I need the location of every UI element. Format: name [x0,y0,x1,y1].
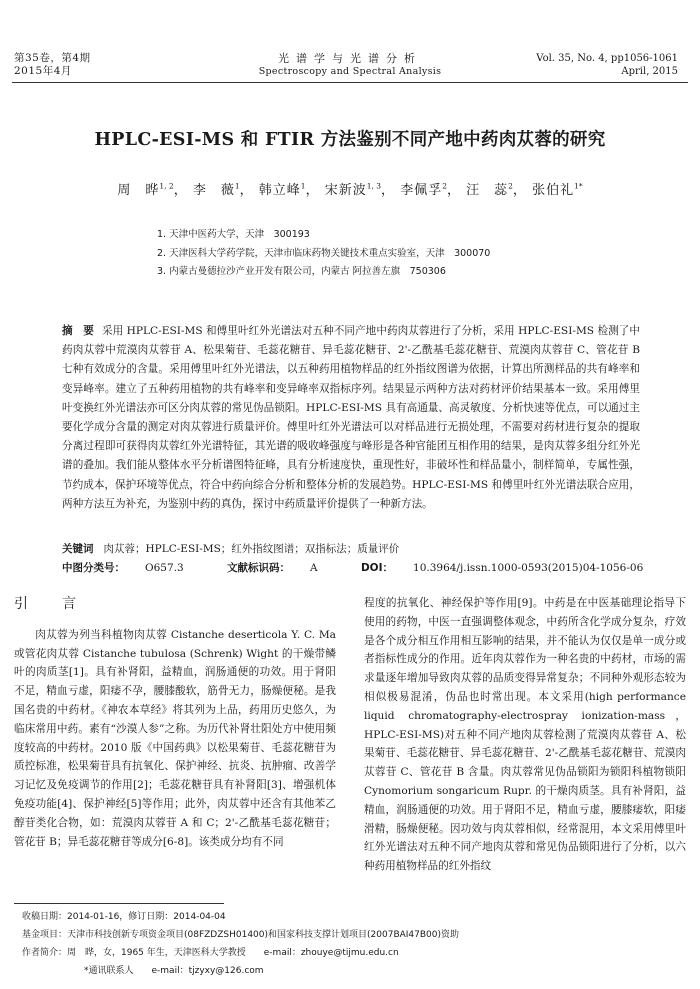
keywords-label: 关键词 [62,543,94,555]
author-name: 张伯礼 [532,183,575,198]
volume-issue: 第35卷，第4期 [14,52,91,64]
journal-name-cn: 光谱学与光谱分析 [278,52,422,65]
author-aff: 1 [234,181,240,191]
affiliation: 1. 天津中医药大学，天津 300193 [157,229,310,240]
author-name: 汪 蕊 [466,183,509,198]
footnote-divider [14,903,224,904]
clc-label: 中图分类号： [62,561,125,574]
keywords-text: 肉苁蓉；HPLC-ESI-MS；红外指纹图谱；双指标法；质量评价 [103,543,400,555]
vol-pages: Vol. 35, No. 4, pp1056-1061 [536,53,678,64]
article-meta [62,540,683,577]
author-name: 韩立峰 [258,183,301,198]
affiliations [157,226,490,282]
intro-paragraph-left: 肉苁蓉为列当科植物肉苁蓉 Cistanche deserticola Y. C. Ma 或管花肉苁蓉 Cistanche tubulosa (Schrenk) Wight 的干燥带鳞叶的肉质茎[1]。具有补肾阳，益精血，润肠通便的功效。用于肾阳不足，精血亏虚，阳痿不孕，腰膝酸软，筋骨无力，肠燥便秘。是我国名贵的中药材。《神农本草经》将其列为上品，药用历史悠久，为临床常用中药。素有“沙漠人参”之称。为历代补肾壮阳处方中使用频度较高的中药材。2010 版《中国药典》以松果菊苷、毛蕊花糖苷为质控标准，松果菊苷具有抗氧化、保护神经、抗炎、抗肿瘤、改善学习记忆及免疫调节的作用[2]；毛蕊花糖苷具有补肾阳[3]、增强机体免疫功能[4]、保护神经[5]等作用；此外，肉苁蓉中还含有其他苯乙醇苷类化合物，如：荒漠肉苁蓉苷 A 和 C；2'-乙酰基毛蕊花糖苷；管花苷 B；异毛蕊花糖苷等成分[6-8]。该类成分均有不同 [14,628,336,848]
header-rule [12,82,688,83]
doi-label: DOI： [360,561,394,574]
journal-name-en: Spectroscopy and Spectral Analysis [258,66,442,77]
column-left [14,595,336,851]
doc-code-label: 文献标识码： [227,561,291,574]
paper-title: HPLC-ESI-MS 和 FTIR 方法鉴别不同产地中药肉苁蓉的研究 [94,130,606,150]
header-right [536,52,678,78]
year-month-cn: 2015年4月 [14,65,72,77]
author-aff: 1 [300,181,306,191]
page-header [0,0,700,90]
month-year-en: April, 2015 [621,66,678,77]
keywords-row [62,540,683,559]
author-name: 宋新波 [324,183,367,198]
doi-value: 10.3964/j.issn.1000-0593(2015)04-1056-06 [413,561,644,574]
author-aff: 1, 3 [366,181,382,191]
column-right [364,594,686,876]
author-aff: 1, 2 [159,181,174,191]
author-aff: 1* [574,181,583,191]
clc-value: O657.3 [145,561,184,574]
doc-code-value: A [310,561,318,574]
affiliation: 3. 内蒙古曼德拉沙产业开发有限公司，内蒙古 阿拉善左旗 750306 [157,266,446,277]
author-bio: 作者简介：周 晔，女，1965 年生，天津医科大学教授 e-mail：zhouye@tijmu.edu.cn [22,948,399,958]
intro-paragraph-right: 程度的抗氧化、神经保护等作用[9]。中药是在中医基础理论指导下使用的药物，中医一直强调整体观念，中药所含化学成分复杂，疗效是各个成分相互作用相互影响的结果，并不能认为仅仅是单一成分或者指标性成分的作用。近年肉苁蓉作为一种名贵的中药材，市场的需求量逐年增加导致肉苁蓉的品质变得异常复杂；不同种外观形态较为相似极易混淆，伪品也时常出现。本文采用(high performance liquid chromatography-electrospray ionization-mass，HPLC-ESI-MS)对五种不同产地肉苁蓉检测了荒漠肉苁蓉苷 A、松果菊苷、毛蕊花糖苷、异毛蕊花糖苷、2'-乙酰基毛蕊花糖苷、荒漠肉苁蓉苷 C、管花苷 B 含量。肉苁蓉常见伪品锁阳为锁阳科植物锁阳 Cynomorium songaricum Rupr. 的干燥肉质茎。具有补肾阳，益精血，润肠通便的功效。用于肾阳不足，精血亏虚，腰膝痿软，阳痿滑精，肠燥便秘。因功效与肉苁蓉相似，经常混用，本文采用傅里叶红外光谱法对五种不同产地肉苁蓉和常见伪品锁阳进行了分析，以六种药用植物样品的红外指纹 [364,597,686,873]
received-date: 收稿日期：2014-01-16，修订日期：2014-04-04 [22,912,226,922]
corresponding-author: *通讯联系人 e-mail：tjzyxy@126.com [84,966,264,976]
author-name: 李 薇 [192,183,235,198]
footnotes [22,908,459,980]
author-name: 李佩孚 [400,183,443,198]
section-heading-intro: 引 言 [14,596,86,612]
classification-row [62,559,683,578]
abstract-text: 采用 HPLC-ESI-MS 和傅里叶红外光谱法对五种不同产地中药肉苁蓉进行了分析，采用 HPLC-ESI-MS 检测了中药肉苁蓉中荒漠肉苁蓉苷 A、松果菊苷、毛蕊花糖苷、异毛蕊花糖苷、2'-乙酰基毛蕊花糖苷、荒漠肉苁蓉苷 C、管花苷 B 七种有效成分的含量。采用傅里叶红外光谱法，以五种药用植物样品的红外指纹图谱为依据，计算出所测样品的共有峰率和变异峰率。建立了五种药用植物的共有峰率和变异峰率双指标序列。结果显示两种方法对药材评价结果基本一致。采用傅里叶变换红外光谱法亦可区分肉苁蓉的常见伪品锁阳。HPLC-ESI-MS 具有高通量、高灵敏度、分析快速等优点，可以通过主要化学成分含量的测定对肉苁蓉进行质量评价。傅里叶红外光谱法可以对样品进行无损处理，不需要对药材进行复杂的提取分离过程即可获得肉苁蓉红外光谱特征，其光谱的吸收峰强度与峰形是各种官能团互相作用的结果，是肉苁蓉多组分红外光谱的叠加。我们能从整体水平分析谱图特征峰，具有分析速度快，重现性好，非破坏性和样品量小，制样简单，专属性强，节约成本，保护环境等优点，符合中药向综合分析和整体分析的发展趋势。HPLC-ESI-MS 和傅里叶红外光谱法联合应用，两种方法互为补充，为鉴别中药的真伪，探讨中药质量评价提供了一种新方法。 [62,325,641,510]
abstract [62,322,640,514]
abstract-label: 摘 要 [62,325,94,337]
fund-info: 基金项目：天津市科技创新专项资金项目(08FZDZSH01400)和国家科技支撑计划项目(2007BAI47B00)资助 [22,930,460,940]
affiliation: 2. 天津医科大学药学院，天津市临床药物关键技术重点实验室，天津 300070 [157,247,491,259]
author-aff: 2 [442,181,447,191]
author-list: 周 晔$^{1, 2}$， 李 薇$^1$， 韩立峰$^1$， 宋新波$^{1, 3}$， 李佩孚$^2$， 汪 蕊$^2$， 张伯礼$^{1*}$ [117,181,583,198]
author-aff: 2 [508,181,513,191]
author-name: 周 晔 [117,183,160,198]
